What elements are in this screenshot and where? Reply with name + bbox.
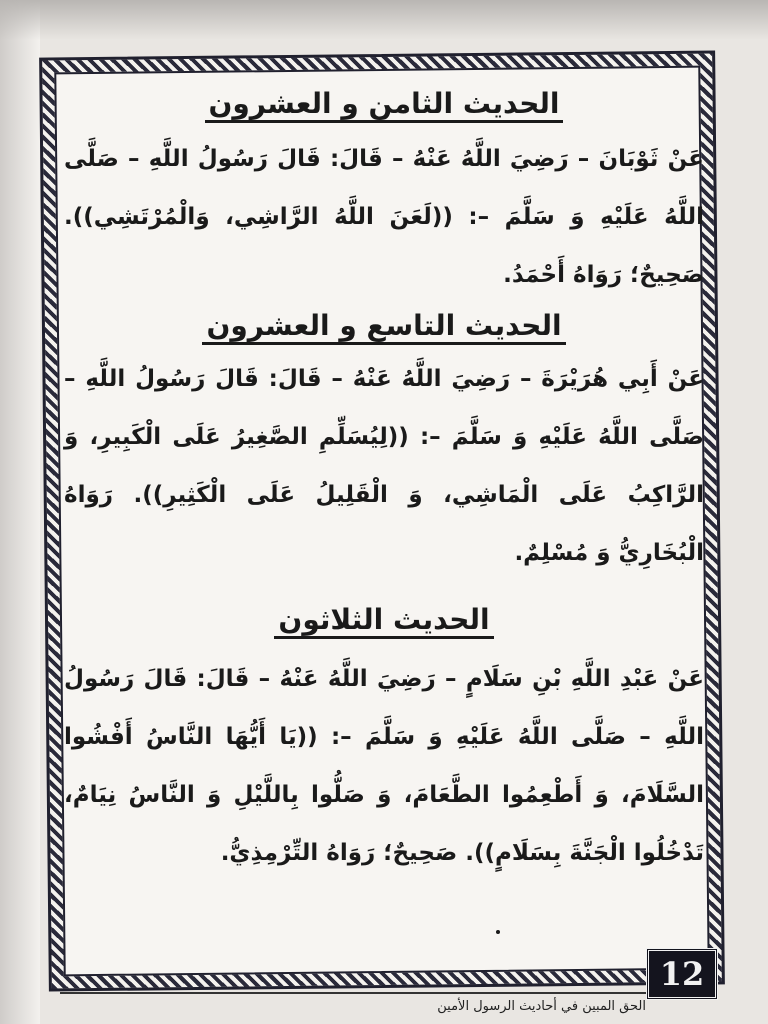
hadith-text-29: عَنْ أَبِي هُرَيْرَةَ – رَضِيَ اللَّهُ عَنْهُ – قَالَ: قَالَ رَسُولُ اللَّهِ – صَلَّى اللَّهُ عَلَيْهِ وَ سَلَّمَ –: ((لِيُسَلِّمِ الصَّغِيرُ عَلَى الْكَبِيرِ، وَ الرَّاكِبُ عَلَى الْمَاشِي، وَ الْقَلِيلُ عَلَى الْكَثِيرِ)). رَوَاهُ الْبُخَارِيُّ وَ مُسْلِمٌ.: [64, 366, 704, 566]
hadith-text-28: عَنْ ثَوْبَانَ – رَضِيَ اللَّهُ عَنْهُ – قَالَ: قَالَ رَسُولُ اللَّهِ – صَلَّى اللَّهُ عَلَيْهِ وَ سَلَّمَ –: ((لَعَنَ اللَّهُ الرَّاشِي، وَالْمُرْتَشِي)). صَحِيحٌ؛ رَوَاهُ أَحْمَدُ.: [64, 146, 704, 288]
page-shadow-left: [0, 0, 40, 1024]
page-number: 12: [646, 948, 718, 1000]
page-shadow-top: [0, 0, 768, 40]
ink-dot: [496, 930, 500, 934]
section-heading-30: [64, 600, 704, 640]
page-content: [64, 76, 704, 956]
section-title: الحديث الثلاثون: [274, 603, 493, 639]
hadith-text-30: عَنْ عَبْدِ اللَّهِ بْنِ سَلَامٍ – رَضِيَ اللَّهُ عَنْهُ – قَالَ: قَالَ رَسُولُ اللَّهِ – صَلَّى اللَّهُ عَلَيْهِ وَ سَلَّمَ –: ((يَا أَيُّهَا النَّاسُ أَفْشُوا السَّلَامَ، وَ أَطْعِمُوا الطَّعَامَ، وَ صَلُّوا بِاللَّيْلِ وَ النَّاسُ نِيَامٌ، تَدْخُلُوا الْجَنَّةَ بِسَلَامٍ)). صَحِيحٌ؛ رَوَاهُ التِّرْمِذِيُّ.: [64, 666, 704, 866]
footer-book-title: الحق المبين في أحاديث الرسول الأمين: [437, 999, 646, 1014]
section-heading-28: [64, 84, 704, 124]
section-title: الحديث الثامن و العشرون: [205, 87, 564, 123]
section-heading-29: [64, 306, 704, 346]
section-title: الحديث التاسع و العشرون: [202, 309, 565, 345]
